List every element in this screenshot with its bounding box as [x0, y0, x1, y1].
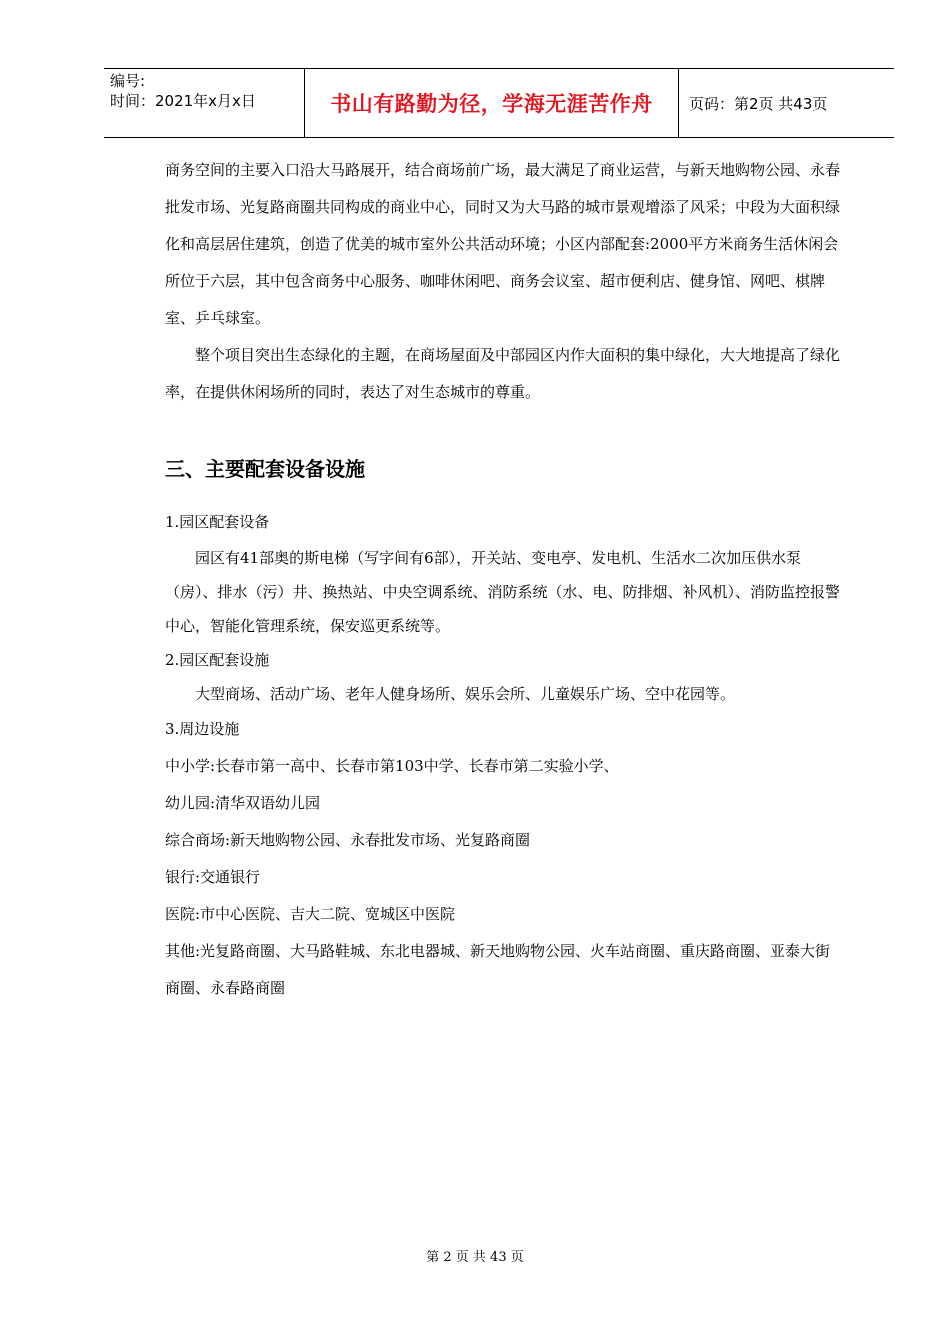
paragraph: 商务空间的主要入口沿大马路展开，结合商场前广场，最大满足了商业运营，与新天地购物公园、永春批发市场、光复路商圈共同构成的商业中心，同时又为大马路的城市景观增添了风采；中段为大面积绿化和高层居住建筑，创造了优美的城市室外公共活动环境；小区内部配套:2000平方米商务生活休闲会所位于六层，其中包含商务中心服务、咖啡休闲吧、商务会议室、超市便利店、健身馆、网吧、棋牌室、乒乓球室。 [165, 161, 841, 327]
list-item: 银行:交通银行 [165, 868, 261, 886]
section-title: 三、主要配套设备设施 [165, 457, 365, 481]
subsection-title: 3.周边设施 [165, 720, 240, 738]
subsection-title: 2.园区配套设施 [165, 651, 270, 669]
paragraph: 整个项目突出生态绿化的主题，在商场屋面及中部园区内作大面积的集中绿化，大大地提高了绿化率，在提供休闲场所的同时，表达了对生态城市的尊重。 [165, 346, 841, 401]
list-item: 中小学:长春市第一高中、长春市第103中学、长春市第二实验小学、 [165, 757, 619, 775]
paragraph: 大型商场、活动广场、老年人健身场所、娱乐会所、儿童娱乐广场、空中花园等。 [195, 685, 736, 703]
subsection-title: 1.园区配套设备 [165, 513, 270, 531]
list-item: 其他:光复路商圈、大马路鞋城、东北电器城、新天地购物公园、火车站商圈、重庆路商圈、亚泰大街商圈、永春路商圈 [165, 942, 831, 997]
page-footer: 第 2 页 共 43 页 [426, 1250, 524, 1265]
list-item: 幼儿园:清华双语幼儿园 [165, 794, 321, 812]
list-item: 医院:市中心医院、吉大二院、宽城区中医院 [165, 905, 456, 923]
list-item: 综合商场:新天地购物公园、永春批发市场、光复路商圈 [165, 831, 531, 849]
paragraph: 园区有41部奥的斯电梯（写字间有6部），开关站、变电亭、发电机、生活水二次加压供水泵（房）、排水（污）井、换热站、中央空调系统、消防系统（水、电、防排烟、补风机）、消防监控报警中心，智能化管理系统，保安巡更系统等。 [165, 549, 841, 635]
number-label: 编号: [110, 72, 146, 90]
header-motto: 书山有路勤为径，学海无涯苦作舟 [305, 69, 679, 137]
page-header [104, 68, 894, 138]
document-body [165, 152, 845, 1007]
header-page-info: 页码：第2页 共43页 [689, 94, 828, 113]
header-meta [104, 69, 305, 137]
time-label: 时间：2021年x月x日 [110, 92, 256, 110]
